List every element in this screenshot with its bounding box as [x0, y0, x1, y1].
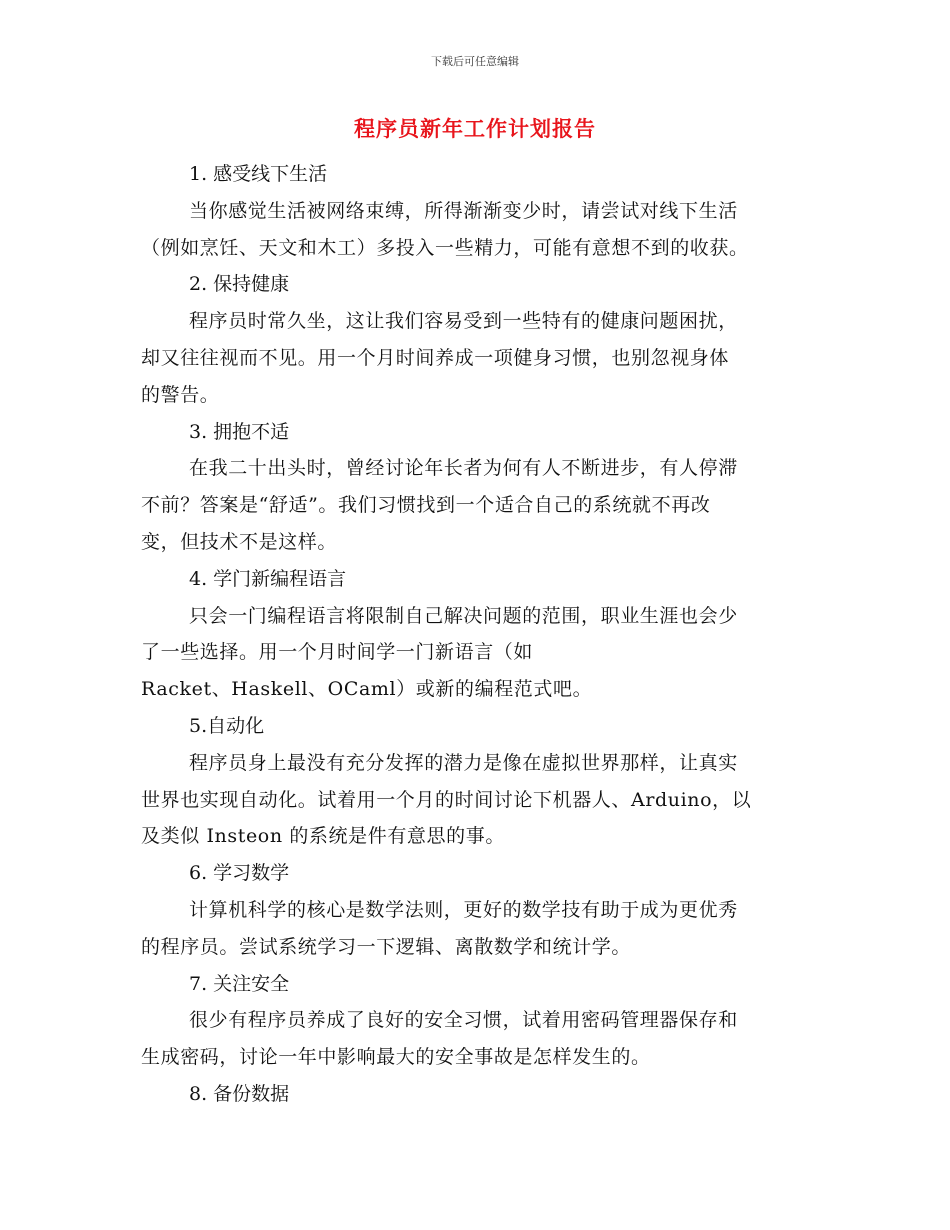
section-heading-3: 3. 拥抱不适 — [189, 420, 290, 443]
paragraph-line: 不前？答案是“舒适”。我们习惯找到一个适合自己的系统就不再改 — [141, 494, 711, 517]
paragraph-line: 的警告。 — [141, 383, 220, 406]
document-title: 程序员新年工作计划报告 — [354, 116, 596, 141]
paragraph-line: 世界也实现自动化。试着用一个月的时间讨论下机器人、Arduino，以 — [141, 788, 752, 811]
section-paragraph-6 — [141, 892, 809, 966]
section-paragraph-5 — [141, 745, 809, 855]
paragraph-line: 了一些选择。用一个月时间学一门新语言（如 — [141, 641, 534, 664]
section-paragraph-3 — [141, 450, 809, 560]
section-paragraph-2 — [141, 303, 809, 413]
section-heading-4: 4. 学门新编程语言 — [189, 567, 347, 590]
paragraph-line: 及类似 Insteon 的系统是件有意思的事。 — [141, 825, 505, 848]
section-paragraph-7 — [141, 1002, 809, 1076]
paragraph-line: （例如烹饪、天文和木工）多投入一些精力，可能有意想不到的收获。 — [141, 236, 749, 259]
section-heading-2: 2. 保持健康 — [189, 273, 290, 296]
paragraph-line: Racket、Haskell、OCaml）或新的编程范式吧。 — [141, 678, 593, 701]
section-heading-7: 7. 关注安全 — [189, 972, 290, 995]
paragraph-line: 计算机科学的核心是数学法则，更好的数学技有助于成为更优秀 — [189, 898, 738, 921]
paragraph-line: 程序员时常久坐，这让我们容易受到一些特有的健康问题困扰， — [189, 310, 738, 333]
paragraph-line: 却又往往视而不见。用一个月时间养成一项健身习惯，也别忽视身体 — [141, 346, 730, 369]
section-heading-5: 5.自动化 — [189, 714, 265, 737]
header-note: 下载后可任意编辑 — [431, 55, 519, 68]
section-heading-8: 8. 备份数据 — [189, 1082, 290, 1105]
paragraph-line: 变，但技术不是这样。 — [141, 530, 338, 553]
document-body — [141, 156, 809, 1113]
section-paragraph-1 — [141, 193, 809, 267]
paragraph-line: 很少有程序员养成了良好的安全习惯，试着用密码管理器保存和 — [189, 1009, 738, 1032]
section-heading-6: 6. 学习数学 — [189, 862, 290, 885]
paragraph-line: 程序员身上最没有充分发挥的潜力是像在虚拟世界那样，让真实 — [189, 751, 738, 774]
section-heading-1: 1. 感受线下生活 — [189, 163, 328, 185]
paragraph-line: 生成密码，讨论一年中影响最大的安全事故是怎样发生的。 — [141, 1046, 651, 1069]
paragraph-line: 的程序员。尝试系统学习一下逻辑、离散数学和统计学。 — [141, 935, 632, 958]
paragraph-line: 只会一门编程语言将限制自己解决问题的范围，职业生涯也会少 — [189, 604, 738, 627]
section-paragraph-4 — [141, 598, 809, 708]
paragraph-line: 当你感觉生活被网络束缚，所得渐渐变少时，请尝试对线下生活 — [189, 199, 738, 222]
paragraph-line: 在我二十出头时，曾经讨论年长者为何有人不断进步，有人停滞 — [189, 457, 738, 480]
